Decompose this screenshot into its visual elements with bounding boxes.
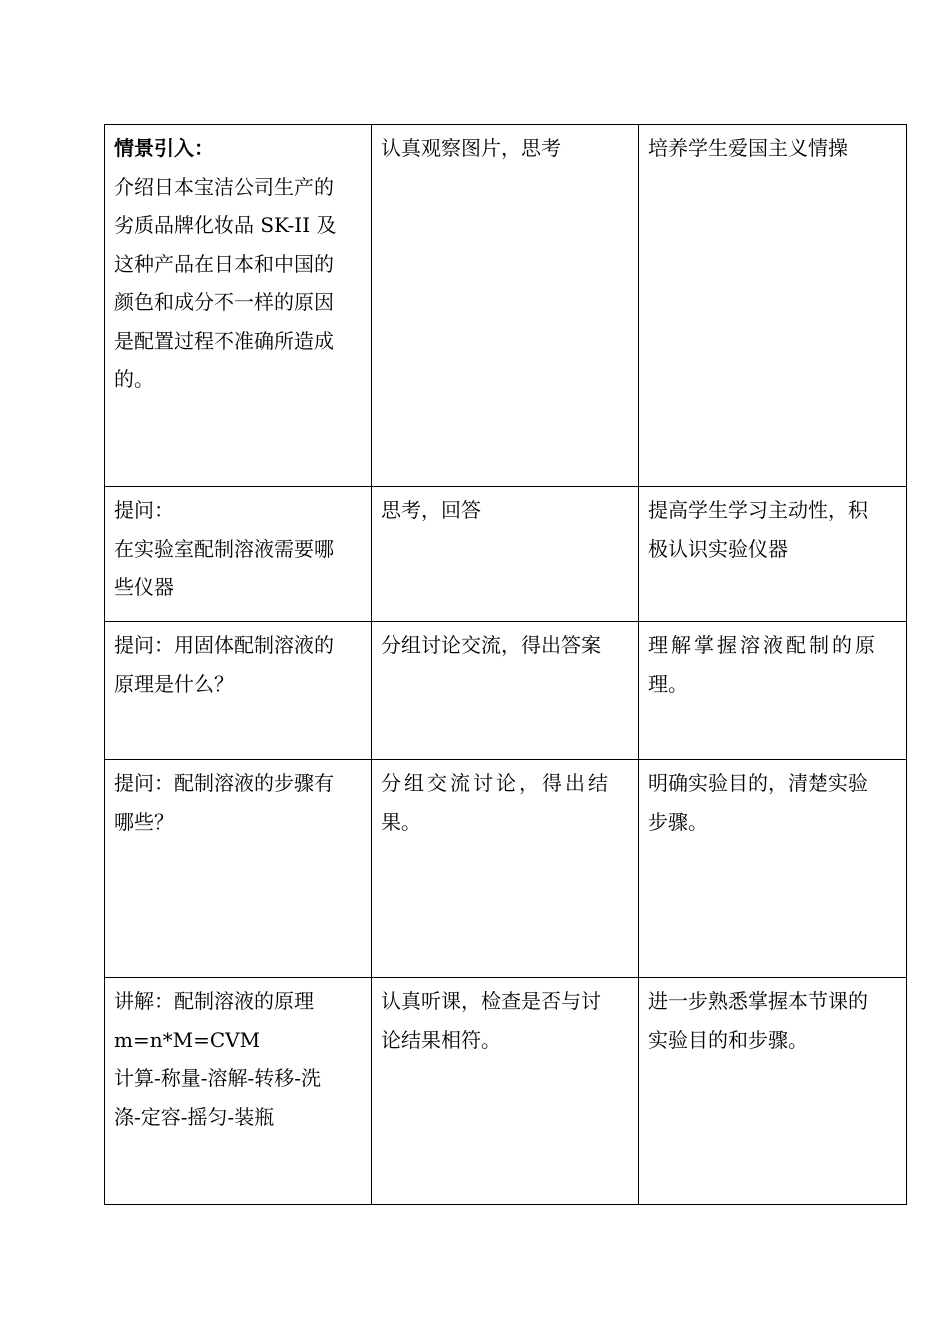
cell-text-line: 培养学生爱国主义情操: [648, 136, 848, 160]
cell-text-line: 颜色和成分不一样的原因: [114, 290, 334, 314]
student-activity-cell: [372, 978, 639, 1205]
student-activity-cell: [372, 760, 639, 978]
cell-text-line: 认真听课，检查是否与讨: [381, 989, 601, 1013]
cell-text-line: 这种产品在日本和中国的: [114, 251, 334, 276]
table-row: [105, 978, 907, 1205]
cell-text-line: 介绍日本宝洁公司生产的: [114, 174, 334, 199]
cell-text-line: 劣质品牌化妆品 SK-II 及: [114, 213, 337, 237]
cell-text-line: 提问：: [114, 498, 174, 522]
cell-text-line: 计算-称量-溶解-转移-洗: [114, 1066, 322, 1090]
cell-text-line: 论结果相符。: [381, 1027, 501, 1052]
table-row: [105, 760, 907, 978]
cell-text-line: 哪些？: [114, 809, 174, 834]
teacher-activity-cell: [105, 125, 372, 487]
table-row: [105, 125, 907, 487]
teacher-activity-cell: [105, 487, 372, 622]
section-title: 情景引入：: [114, 136, 214, 160]
design-intent-cell: [639, 978, 907, 1205]
table-row: [105, 487, 907, 622]
cell-text-line: 涤-定容-摇匀-装瓶: [114, 1104, 275, 1129]
design-intent-cell: [639, 622, 907, 760]
design-intent-cell: [639, 487, 907, 622]
teacher-activity-cell: [105, 622, 372, 760]
cell-text-line: 步骤。: [648, 809, 708, 834]
teacher-activity-cell: [105, 978, 372, 1205]
cell-text-line: 果。: [381, 809, 421, 834]
student-activity-cell: [372, 125, 639, 487]
cell-text-line: 极认识实验仪器: [648, 536, 788, 561]
cell-text-line: 的。: [114, 367, 154, 391]
cell-text-line: 思考，回答: [381, 498, 481, 522]
cell-text-line: 提高学生学习主动性，积: [648, 498, 868, 522]
teacher-activity-cell: [105, 760, 372, 978]
cell-text-line: 理。: [648, 671, 688, 696]
cell-text-line: 提问：配制溶液的步骤有: [114, 771, 334, 795]
cell-text-line: 进一步熟悉掌握本节课的: [648, 989, 868, 1013]
cell-text-line: 分组讨论交流，得出答案: [381, 633, 601, 657]
student-activity-cell: [372, 487, 639, 622]
table-row: [105, 622, 907, 760]
cell-text-line: 是配置过程不准确所造成: [114, 328, 334, 353]
cell-text-line: 理解掌握溶液配制的原: [648, 633, 878, 657]
cell-text-line: 原理是什么？: [114, 671, 234, 696]
cell-text-line: 提问：用固体配制溶液的: [114, 633, 334, 657]
cell-text-line: 些仪器: [114, 575, 174, 599]
design-intent-cell: [639, 760, 907, 978]
cell-text-line: 分组交流讨论，得出结: [381, 771, 611, 795]
cell-text-line: 在实验室配制溶液需要哪: [114, 536, 334, 561]
student-activity-cell: [372, 622, 639, 760]
cell-text-line: 认真观察图片，思考: [381, 136, 561, 160]
design-intent-cell: [639, 125, 907, 487]
cell-text-line: 讲解：配制溶液的原理: [114, 989, 314, 1013]
cell-text-line: 实验目的和步骤。: [648, 1027, 808, 1052]
formula-line: m=n*M=CVM: [114, 1027, 261, 1052]
lesson-plan-table: [104, 124, 907, 1205]
cell-text-line: 明确实验目的，清楚实验: [648, 771, 868, 795]
